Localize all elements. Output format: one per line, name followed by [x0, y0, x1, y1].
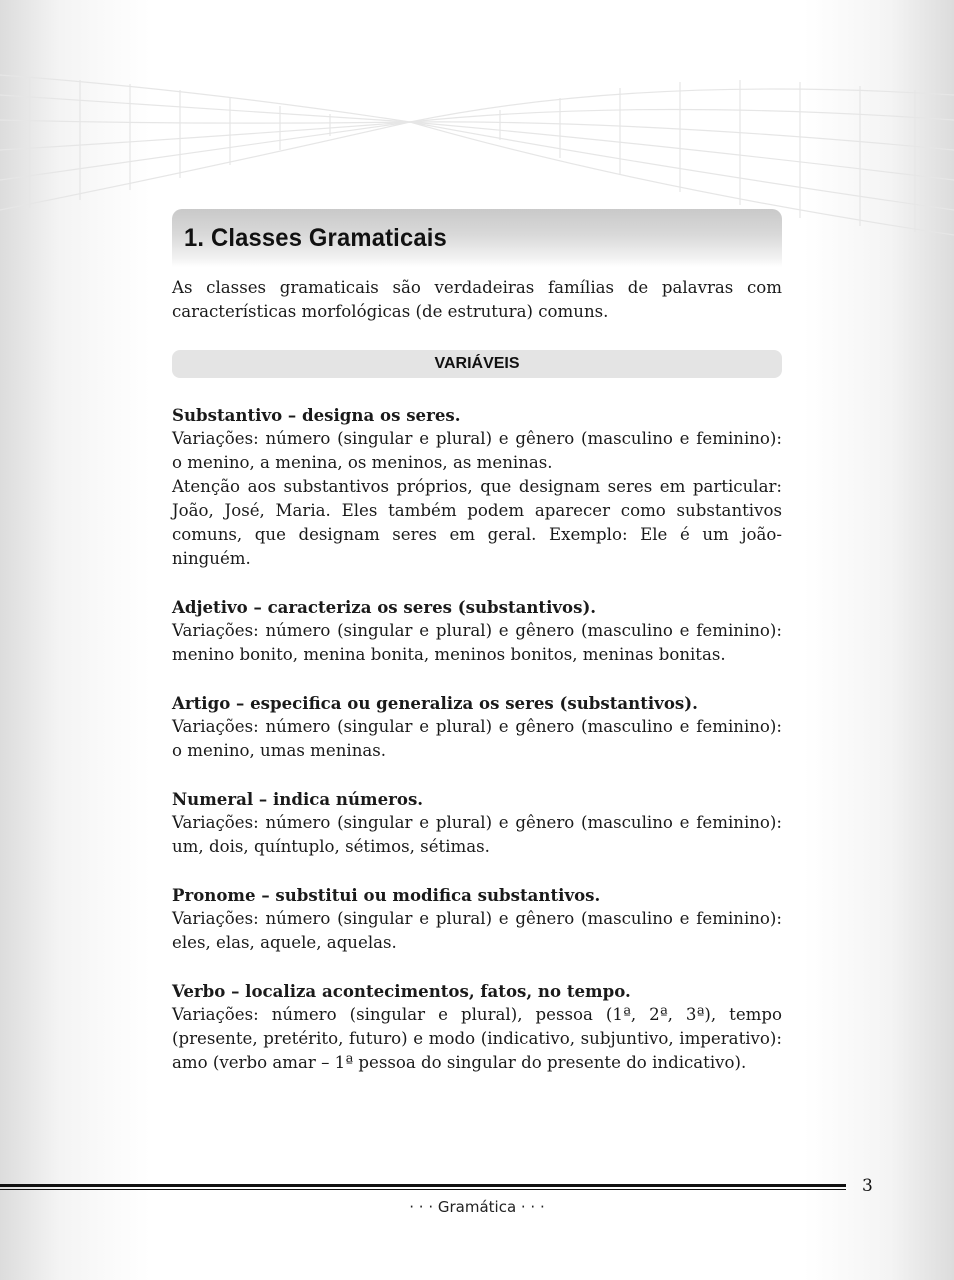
entry-pronome [172, 883, 782, 955]
entry-heading: Pronome – substitui ou modifica substantivos. [172, 885, 601, 905]
entry-heading: Artigo – especifica ou generaliza os seres (substantivos). [172, 693, 698, 713]
entry-text: Variações: número (singular e plural) e gênero (masculino e feminino): o menino, a menina, os meninos, as meninas. [172, 429, 782, 472]
entry-text: Variações: número (singular e plural) e gênero (masculino e feminino): eles, elas, aquele, aquelas. [172, 909, 782, 952]
footer-book-title: · · · Gramática · · · [409, 1198, 545, 1216]
word-class-list [172, 403, 782, 1075]
entry-artigo [172, 691, 782, 763]
main-content [172, 209, 782, 1099]
intro-paragraph: As classes gramaticais são verdadeiras famílias de palavras com características morfológicas (de estrutura) comuns. [172, 278, 782, 321]
section-title: VARIÁVEIS [434, 355, 520, 372]
page-number: 3 [862, 1176, 873, 1196]
entry-adjetivo [172, 595, 782, 667]
entry-text: Variações: número (singular e plural), pessoa (1ª, 2ª, 3ª), tempo (presente, pretérito, futuro) e modo (indicativo, subjuntivo, imperativo): amo (verbo amar – 1ª pessoa do singular do presente do indicativo). [172, 1005, 782, 1072]
entry-verbo [172, 979, 782, 1075]
entry-text: Variações: número (singular e plural) e gênero (masculino e feminino): o menino, umas meninas. [172, 717, 782, 760]
entry-heading: Verbo – localiza acontecimentos, fatos, no tempo. [172, 981, 631, 1001]
entry-heading: Adjetivo – caracteriza os seres (substantivos). [172, 597, 597, 617]
chapter-title-bar [172, 209, 782, 267]
entry-text: Variações: número (singular e plural) e gênero (masculino e feminino): menino bonito, menina bonita, meninos bonitos, meninas bonitas. [172, 621, 782, 664]
entry-heading: Substantivo – designa os seres. [172, 405, 461, 425]
entry-text: Variações: número (singular e plural) e gênero (masculino e feminino): um, dois, quíntuplo, sétimos, sétimas. [172, 813, 782, 856]
entry-text: Atenção aos substantivos próprios, que designam seres em particular: João, José, Maria. Eles também podem aparecer como substantivos comuns, que designam seres em geral. Exemplo: Ele é um joão-ninguém. [172, 477, 782, 568]
footer-rule-thin [0, 1189, 846, 1190]
entry-substantivo [172, 403, 782, 571]
section-header-bar [172, 350, 782, 378]
footer-rule [0, 1184, 846, 1187]
entry-heading: Numeral – indica números. [172, 789, 424, 809]
chapter-title: 1. Classes Gramaticais [184, 223, 447, 252]
entry-numeral [172, 787, 782, 859]
